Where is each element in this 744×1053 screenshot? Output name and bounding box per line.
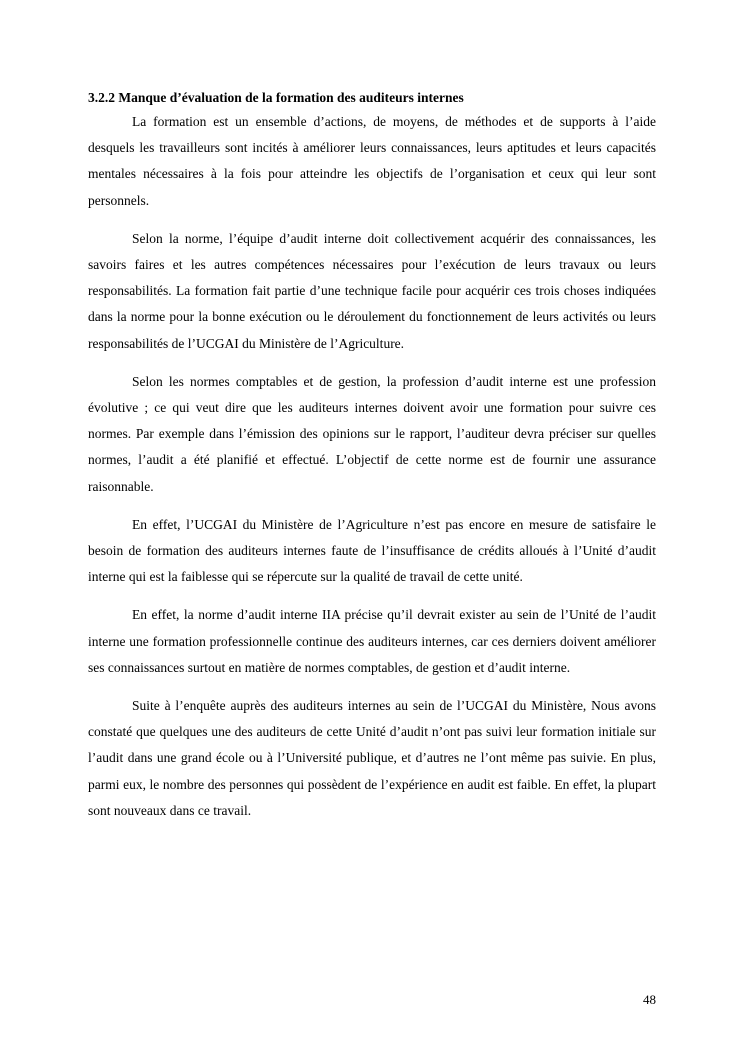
paragraph-1: La formation est un ensemble d’actions, de moyens, de méthodes et de supports à l’aide desquels les travailleurs sont incités à améliorer leurs connaissances, leurs aptitudes et leurs capacités mentales nécessaires à la fois pour atteindre les objectifs de l’organisation et ceux qui leur sont personnels. xyxy=(88,114,656,208)
paragraph-5: En effet, la norme d’audit interne IIA précise qu’il devrait exister au sein de l’Unité de l’audit interne une formation professionnelle continue des auditeurs internes, car ces derniers doivent améliorer ses connaissances surtout en matière de normes comptables, de gestion et d’audit interne. xyxy=(88,607,656,675)
section-heading: 3.2.2 Manque d’évaluation de la formation des auditeurs internes xyxy=(88,90,464,105)
body-text xyxy=(88,109,656,836)
page-number: 48 xyxy=(643,992,656,1007)
paragraph-4: En effet, l’UCGAI du Ministère de l’Agriculture n’est pas encore en mesure de satisfaire le besoin de formation des auditeurs internes faute de l’insuffisance de crédits alloués à l’Unité d’audit interne qui est la faiblesse qui se répercute sur la qualité de travail de cette unité. xyxy=(88,516,656,585)
paragraph-6: Suite à l’enquête auprès des auditeurs internes au sein de l’UCGAI du Ministère, Nous avons constaté que quelques une des auditeurs de cette Unité d’audit n’ont pas suivi leur formation initiale sur l’audit dans une grand école ou à l’Université publique, et d’autres ne l’ont même pas suivie. En plus, parmi eux, le nombre des personnes qui possèdent de l’expérience en audit est faible. En effet, la plupart sont nouveaux dans ce travail. xyxy=(88,698,656,818)
paragraph-2: Selon la norme, l’équipe d’audit interne doit collectivement acquérir des connaissances, les savoirs faires et les autres compétences nécessaires pour l’exécution de leurs travaux ou leurs responsabilités. La formation fait partie d’une technique facile pour acquérir ces trois choses indiquées dans la norme pour la bonne exécution ou le déroulement du fonctionnement de leurs activités ou leurs responsabilités de l’UCGAI du Ministère de l’Agriculture. xyxy=(88,230,656,351)
paragraph-3: Selon les normes comptables et de gestion, la profession d’audit interne est une profession évolutive ; ce qui veut dire que les auditeurs internes doivent avoir une formation pour suivre ces normes. Par exemple dans l’émission des opinions sur le rapport, l’auditeur devra préciser sur quelles normes, l’audit a été planifié et effectué. L’objectif de cette norme est de fournir une assurance raisonnable. xyxy=(88,373,656,494)
